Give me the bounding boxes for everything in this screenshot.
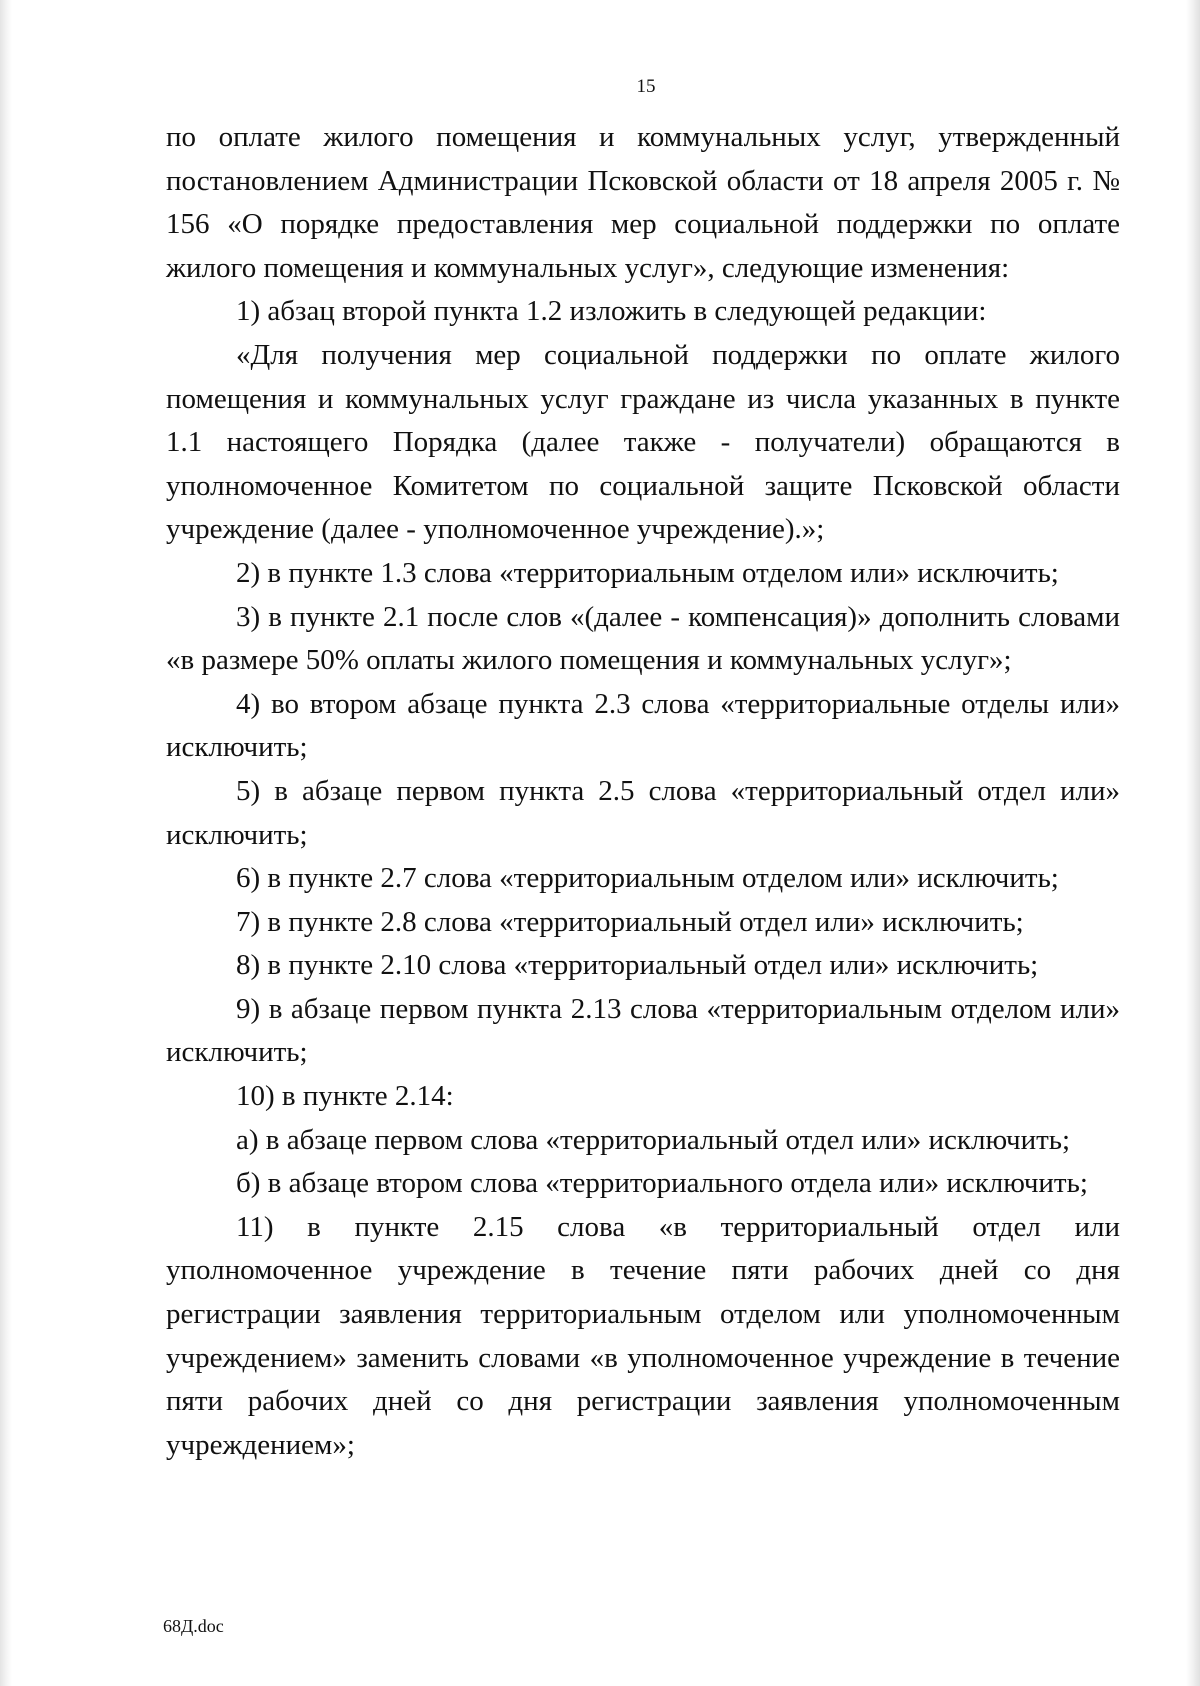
scan-edge-right (1186, 0, 1200, 1686)
paragraph-item-8: 8) в пункте 2.10 слова «территориальный отдел или» исключить; (236, 949, 1039, 982)
paragraph-quote: «Для получения мер социальной поддержки по оплате жилого помещения и коммунальных услуг граждане из числа указанных в пункте 1.1 настоящего Порядка (далее также - получатели) обращаются в уполномоченное Комитетом по социальной защите Псковской области учреждение (далее - уполномоченное учреждение).»; (166, 338, 1120, 546)
paragraph-item-5: 5) в абзаце первом пункта 2.5 слова «территориальный отдел или» исключить; (166, 774, 1120, 851)
paragraph-item-10: 10) в пункте 2.14: (236, 1080, 454, 1113)
paragraph-item-9: 9) в абзаце первом пункта 2.13 слова «территориальным отделом или» исключить; (166, 992, 1120, 1069)
paragraph-item-10b: б) в абзаце втором слова «территориального отдела или» исключить; (236, 1167, 1088, 1200)
paragraph-item-7: 7) в пункте 2.8 слова «территориальный отдел или» исключить; (236, 905, 1024, 938)
paragraph-item-2: 2) в пункте 1.3 слова «территориальным отделом или» исключить; (236, 556, 1059, 589)
scan-edge-left (0, 0, 12, 1686)
paragraph-item-11: 11) в пункте 2.15 слова «в территориальный отдел или уполномоченное учреждение в течение пяти рабочих дней со дня регистрации заявления территориальным отделом или уполномоченным учреждением» заменить словами «в уполномоченное учреждение в течение пяти рабочих дней со дня регистрации заявления уполномоченным учреждением»; (166, 1210, 1120, 1461)
paragraph-item-3: 3) в пункте 2.1 после слов «(далее - компенсация)» дополнить словами «в размере 50% оплаты жилого помещения и коммунальных услуг»; (166, 600, 1120, 677)
paragraph-item-10a: а) в абзаце первом слова «территориальный отдел или» исключить; (236, 1123, 1071, 1156)
paragraph-continuation: по оплате жилого помещения и коммунальных услуг, утвержденный постановлением Администрации Псковской области от 18 апреля 2005 г. № 156 «О порядке предоставления мер социальной поддержки по оплате жилого помещения и коммунальных услуг», следующие изменения: (166, 121, 1120, 284)
footer-filename: 68Д.doc (163, 1616, 224, 1636)
page-number: 15 (636, 76, 656, 97)
paragraph-item-6: 6) в пункте 2.7 слова «территориальным отделом или» исключить; (236, 862, 1059, 895)
document-body (166, 116, 1120, 1467)
paragraph-item-4: 4) во втором абзаце пункта 2.3 слова «территориальные отделы или» исключить; (166, 687, 1120, 764)
paragraph-item-1: 1) абзац второй пункта 1.2 изложить в следующей редакции: (236, 295, 987, 328)
